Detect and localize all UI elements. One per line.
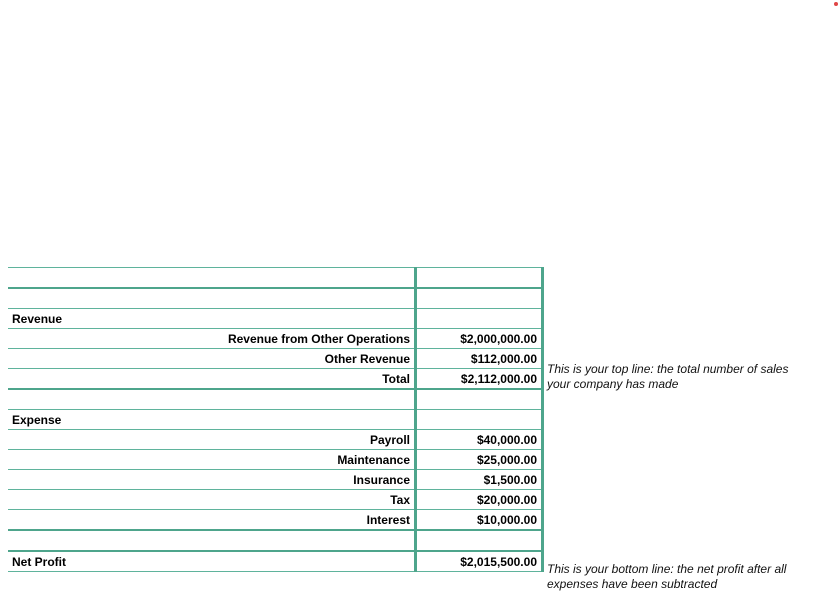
expense-value[interactable]: $40,000.00 bbox=[416, 430, 543, 450]
top-line-note: This is your top line: the total number of sales your company has made bbox=[547, 362, 789, 391]
revenue-total-value[interactable]: $2,112,000.00 bbox=[416, 369, 543, 390]
blank-row[interactable] bbox=[8, 288, 543, 309]
cell-blank[interactable] bbox=[416, 389, 543, 410]
expense-label[interactable]: Interest bbox=[8, 510, 416, 531]
expense-header[interactable]: Expense bbox=[8, 410, 416, 430]
expense-row[interactable] bbox=[8, 470, 543, 490]
blank-row[interactable] bbox=[8, 268, 543, 289]
revenue-total-row[interactable] bbox=[8, 369, 543, 390]
expense-row[interactable] bbox=[8, 490, 543, 510]
revenue-value[interactable]: $2,000,000.00 bbox=[416, 329, 543, 349]
expense-header-row[interactable] bbox=[8, 410, 543, 430]
revenue-label[interactable]: Other Revenue bbox=[8, 349, 416, 369]
expense-value[interactable]: $25,000.00 bbox=[416, 450, 543, 470]
cell-blank[interactable] bbox=[416, 530, 543, 551]
net-profit-value[interactable]: $2,015,500.00 bbox=[416, 551, 543, 572]
expense-row[interactable] bbox=[8, 510, 543, 531]
revenue-label[interactable]: Revenue from Other Operations bbox=[8, 329, 416, 349]
expense-label[interactable]: Insurance bbox=[8, 470, 416, 490]
cell-blank[interactable] bbox=[8, 530, 416, 551]
expense-label[interactable]: Tax bbox=[8, 490, 416, 510]
cell-blank[interactable] bbox=[8, 389, 416, 410]
expense-value[interactable]: $10,000.00 bbox=[416, 510, 543, 531]
cell-blank[interactable] bbox=[8, 268, 416, 289]
revenue-value[interactable]: $112,000.00 bbox=[416, 349, 543, 369]
revenue-row[interactable] bbox=[8, 329, 543, 349]
expense-value[interactable]: $1,500.00 bbox=[416, 470, 543, 490]
blank-row[interactable] bbox=[8, 389, 543, 410]
cell-blank[interactable] bbox=[416, 288, 543, 309]
cell-blank[interactable] bbox=[8, 288, 416, 309]
cell-blank[interactable] bbox=[416, 309, 543, 329]
revenue-row[interactable] bbox=[8, 349, 543, 369]
income-statement-sheet bbox=[8, 267, 544, 572]
revenue-header[interactable]: Revenue bbox=[8, 309, 416, 329]
net-profit-label[interactable]: Net Profit bbox=[8, 551, 416, 572]
cell-blank[interactable] bbox=[416, 268, 543, 289]
revenue-header-row[interactable] bbox=[8, 309, 543, 329]
income-statement-table bbox=[8, 267, 544, 572]
revenue-total-label[interactable]: Total bbox=[8, 369, 416, 390]
red-marker-dot bbox=[834, 2, 838, 6]
net-profit-row[interactable] bbox=[8, 551, 543, 572]
cell-blank[interactable] bbox=[416, 410, 543, 430]
expense-label[interactable]: Maintenance bbox=[8, 450, 416, 470]
expense-row[interactable] bbox=[8, 450, 543, 470]
expense-row[interactable] bbox=[8, 430, 543, 450]
blank-row[interactable] bbox=[8, 530, 543, 551]
bottom-line-note: This is your bottom line: the net profit after all expenses have been subtracted bbox=[547, 562, 787, 591]
expense-value[interactable]: $20,000.00 bbox=[416, 490, 543, 510]
expense-label[interactable]: Payroll bbox=[8, 430, 416, 450]
